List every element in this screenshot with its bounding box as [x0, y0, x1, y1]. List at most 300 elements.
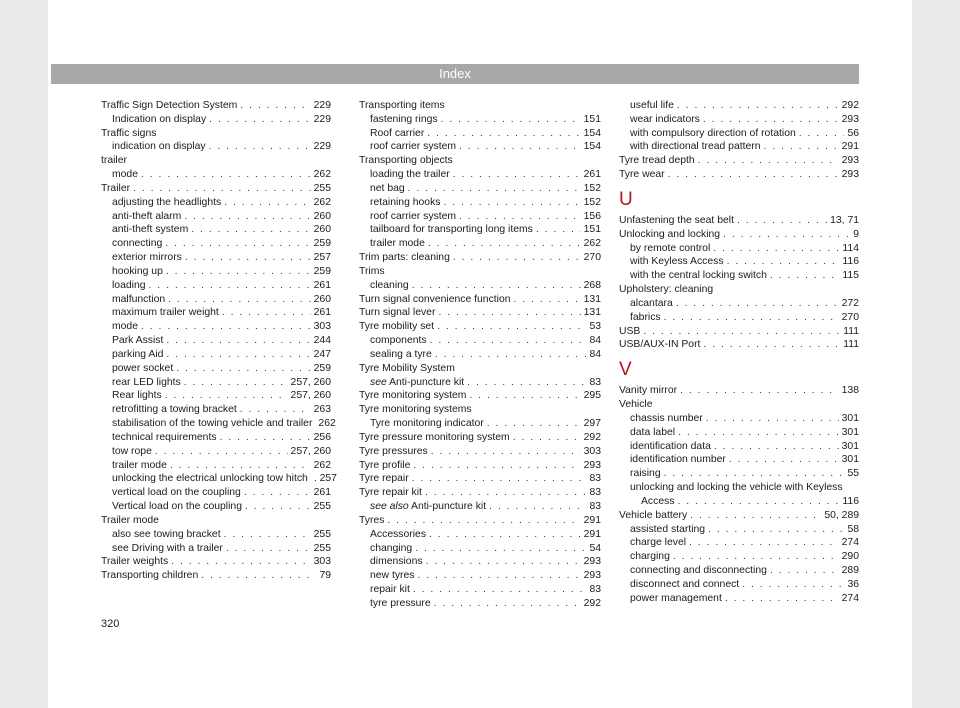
index-entry: [619, 523, 859, 537]
leader-dots: [536, 223, 581, 237]
entry-label: charging: [630, 551, 670, 563]
page-number: 320: [101, 618, 120, 630]
leader-dots: [430, 334, 587, 348]
leader-dots: [226, 542, 311, 556]
entry-label: Tyre profile: [359, 459, 411, 471]
index-entry: [101, 389, 331, 403]
leader-dots: [170, 459, 311, 473]
entry-label: roof carrier system: [370, 210, 457, 222]
entry-page: 244: [313, 335, 331, 347]
index-entry: [359, 251, 601, 265]
entry-label: retaining hooks: [370, 196, 441, 208]
entry-page: 257, 260: [290, 376, 331, 388]
index-entry: [359, 334, 601, 348]
entry-label: charge level: [630, 537, 687, 549]
entry-page: 116: [842, 495, 859, 507]
leader-dots: [191, 223, 310, 237]
index-entry: [619, 495, 859, 509]
index-entry: [359, 417, 601, 431]
index-entry: [359, 306, 601, 320]
index-entry: [619, 338, 859, 352]
entry-label: Trailer weights: [101, 556, 169, 568]
index-entry: [359, 459, 601, 473]
header-title: Index: [439, 66, 471, 81]
leader-dots: [426, 555, 581, 569]
leader-dots: [149, 279, 311, 293]
entry-page: 84: [589, 335, 601, 347]
entry-label: Tyre wear: [619, 169, 665, 181]
leader-dots: [489, 500, 586, 514]
index-entry: [619, 412, 859, 426]
entry-page: 156: [583, 210, 601, 222]
leader-dots: [185, 251, 311, 265]
entry-label: technical requirements: [112, 431, 217, 443]
entry-label: trailer: [101, 155, 127, 167]
index-entry: [101, 514, 331, 528]
leader-dots: [742, 578, 844, 592]
entry-label: unlocking the electrical unlocking tow hitch: [112, 473, 308, 485]
entry-page: 259: [313, 362, 331, 374]
entry-page: 55: [847, 468, 859, 480]
entry-page: 289: [841, 565, 859, 577]
entry-page: 261: [313, 487, 331, 499]
entry-page: 83: [589, 487, 601, 499]
leader-dots: [431, 445, 581, 459]
leader-dots: [240, 99, 310, 113]
index-entry: [619, 467, 859, 481]
index-entry: [619, 550, 859, 564]
entry-label: Tyre pressure monitoring system: [359, 431, 510, 443]
index-entry: [359, 431, 601, 445]
leader-dots: [245, 500, 311, 514]
index-entry: [359, 389, 601, 403]
leader-dots: [698, 154, 839, 168]
entry-page: 111: [843, 325, 859, 337]
see-reference: see also: [370, 501, 409, 513]
leader-dots: [469, 389, 580, 403]
entry-label: with Keyless Access: [630, 256, 724, 268]
index-entry: [619, 398, 859, 412]
entry-label: Tyre monitoring systems: [359, 404, 472, 416]
entry-page: 247: [313, 348, 331, 360]
index-entry: [101, 445, 331, 459]
index-entry: [359, 376, 601, 390]
entry-label: adjusting the headlights: [112, 196, 222, 208]
index-entry: [101, 99, 331, 113]
entry-label: Tyre repair kit: [359, 487, 422, 499]
index-entry: [359, 472, 601, 486]
entry-label: USB: [619, 325, 641, 337]
entry-page: 292: [841, 100, 859, 111]
index-entry: [101, 140, 331, 154]
entry-page: 291: [583, 528, 601, 540]
leader-dots: [141, 320, 311, 334]
entry-label: Unfastening the seat belt: [619, 214, 734, 226]
leader-dots: [224, 196, 310, 210]
index-entry: [101, 348, 331, 362]
entry-page: 262: [583, 238, 601, 250]
index-entry: [101, 223, 331, 237]
leader-dots: [453, 251, 581, 265]
entry-page: 290: [841, 551, 859, 563]
entry-label: power management: [630, 592, 722, 604]
index-entry: [619, 113, 859, 127]
index-entry: [619, 228, 859, 242]
entry-page: 301: [841, 426, 859, 438]
leader-dots: [514, 293, 581, 307]
entry-page: 9: [853, 228, 859, 240]
entry-label: mode: [112, 169, 138, 181]
leader-dots: [220, 431, 311, 445]
entry-label: [370, 500, 486, 514]
index-entry: [619, 127, 859, 141]
entry-label: Transporting objects: [359, 155, 453, 167]
entry-page: 138: [841, 385, 859, 397]
index-entry: [101, 265, 331, 279]
entry-label: raising: [630, 468, 661, 480]
index-entry: [359, 583, 601, 597]
entry-page: 229: [313, 141, 331, 153]
entry-label: Transporting children: [101, 570, 199, 582]
entry-label: Transporting items: [359, 100, 445, 111]
entry-page: 255: [313, 501, 331, 513]
entry-label: vertical load on the coupling: [112, 487, 241, 499]
index-entry: [619, 154, 859, 168]
leader-dots: [168, 293, 311, 307]
leader-dots: [770, 269, 840, 283]
leader-dots: [166, 348, 310, 362]
entry-page: 83: [589, 473, 601, 485]
index-entry: [359, 196, 601, 210]
leader-dots: [438, 306, 580, 320]
entry-label: retrofitting a towing bracket: [112, 404, 237, 416]
entry-page: 255: [313, 528, 331, 540]
entry-label: trailer mode: [370, 238, 425, 250]
entry-page: 261: [313, 307, 331, 319]
entry-label: with directional tread pattern: [630, 141, 761, 153]
leader-dots: [434, 597, 581, 611]
index-column-1: [101, 99, 337, 583]
leader-dots: [678, 495, 840, 509]
index-entry: [619, 564, 859, 578]
index-entry: [359, 569, 601, 583]
entry-label: Unlocking and locking: [619, 228, 721, 240]
entry-label: Vehicle: [619, 399, 653, 411]
entry-page: 131: [583, 307, 601, 319]
leader-dots: [643, 325, 840, 339]
entry-page: 292: [583, 431, 601, 443]
index-entry: [619, 99, 859, 113]
leader-dots: [729, 453, 839, 467]
entry-label: malfunction: [112, 293, 166, 305]
entry-page: 260: [313, 210, 331, 222]
index-entry: [359, 168, 601, 182]
index-entry: [359, 265, 601, 279]
entry-label: Trims: [359, 265, 385, 277]
index-entry: [101, 113, 331, 127]
entry-page: 50, 289: [824, 509, 859, 521]
leader-dots: [441, 113, 581, 127]
index-entry: [359, 140, 601, 154]
leader-dots: [435, 348, 587, 362]
entry-label: Park Assist: [112, 335, 164, 347]
entry-page: 274: [841, 592, 859, 604]
leader-dots: [165, 389, 288, 403]
entry-page: 268: [583, 279, 601, 291]
leader-dots: [184, 210, 310, 224]
entry-page: 152: [583, 196, 601, 208]
entry-label: Tyre monitoring system: [359, 390, 467, 402]
entry-page: 301: [841, 440, 859, 452]
index-entry: [619, 440, 859, 454]
leader-dots: [166, 265, 311, 279]
entry-page: 131: [583, 293, 601, 305]
index-entry: [619, 283, 859, 297]
index-entry: [101, 182, 331, 196]
entry-label: Rear lights: [112, 390, 162, 402]
entry-page: 116: [842, 256, 859, 268]
index-entry: [101, 293, 331, 307]
index-entry: [101, 237, 331, 251]
entry-label: data label: [630, 426, 676, 438]
index-entry: [101, 555, 331, 569]
index-entry: [359, 154, 601, 168]
leader-dots: [408, 182, 581, 196]
leader-dots: [387, 514, 580, 528]
leader-dots: [209, 113, 311, 127]
index-entry: [101, 500, 331, 514]
leader-dots: [413, 459, 580, 473]
index-entry: [359, 500, 601, 514]
entry-page: 293: [841, 113, 859, 125]
entry-label: stabilisation of the towing vehicle and trailer: [112, 418, 313, 430]
entry-label: net bag: [370, 182, 405, 194]
leader-dots: [764, 140, 839, 154]
index-entry: [619, 255, 859, 269]
entry-label: rear LED lights: [112, 376, 181, 388]
entry-label: connecting and disconnecting: [630, 565, 767, 577]
index-entry: [619, 384, 859, 398]
index-entry: [101, 542, 331, 556]
entry-page: 291: [841, 141, 859, 153]
entry-page: 262: [313, 169, 331, 181]
index-entry: [101, 306, 331, 320]
entry-label: exterior mirrors: [112, 252, 182, 264]
entry-page: 255: [313, 542, 331, 554]
entry-label: dimensions: [370, 556, 423, 568]
leader-dots: [714, 440, 839, 454]
entry-label: Traffic Sign Detection System: [101, 100, 238, 111]
index-entry: [101, 431, 331, 445]
index-entry: [619, 578, 859, 592]
entry-label: by remote control: [630, 242, 711, 254]
index-entry: [101, 472, 337, 486]
index-entry: [359, 113, 601, 127]
entry-label: identification data: [630, 440, 711, 452]
index-entry: [359, 293, 601, 307]
leader-dots: [201, 569, 316, 583]
entry-page: 261: [313, 279, 331, 291]
leader-dots: [425, 486, 587, 500]
entry-page: 303: [583, 445, 601, 457]
leader-dots: [680, 384, 839, 398]
entry-page: 229: [313, 113, 331, 125]
index-entry: [619, 325, 859, 339]
leader-dots: [487, 417, 581, 431]
entry-label: also see towing bracket: [112, 528, 221, 540]
entry-page: 293: [583, 556, 601, 568]
leader-dots: [437, 320, 586, 334]
entry-page: 259: [313, 238, 331, 250]
leader-dots: [467, 376, 586, 390]
leader-dots: [713, 242, 839, 256]
leader-dots: [171, 555, 310, 569]
entry-page: 262: [313, 459, 331, 471]
section-letter: V: [619, 359, 632, 381]
index-entry: [619, 453, 859, 467]
index-entry: [619, 536, 859, 550]
entry-label: tow rope: [112, 445, 152, 457]
entry-page: 83: [589, 501, 601, 513]
entry-page: 152: [583, 182, 601, 194]
index-entry: [101, 334, 331, 348]
entry-page: 257, 260: [290, 390, 331, 402]
index-entry: [101, 279, 331, 293]
leader-dots: [209, 140, 311, 154]
entry-label: connecting: [112, 238, 163, 250]
index-entry: [359, 182, 601, 196]
entry-page: 274: [841, 537, 859, 549]
index-entry: [619, 481, 859, 495]
entry-label: loading: [112, 279, 146, 291]
index-entry: [359, 237, 601, 251]
entry-page: 270: [841, 311, 859, 323]
index-entry: [101, 320, 331, 334]
entry-label: fabrics: [630, 311, 661, 323]
leader-dots: [737, 214, 827, 228]
entry-label: fastening rings: [370, 113, 438, 125]
index-entry: [101, 154, 331, 168]
index-column-2: [359, 99, 601, 611]
page-header: [51, 64, 859, 84]
entry-label: Vanity mirror: [619, 385, 678, 397]
leader-dots: [690, 509, 821, 523]
leader-dots: [723, 228, 850, 242]
entry-label: [370, 376, 464, 390]
leader-dots: [412, 279, 581, 293]
entry-label: Tyre Mobility System: [359, 362, 455, 374]
reference-target: Anti-puncture kit: [386, 376, 465, 388]
entry-page: 229: [313, 100, 331, 111]
entry-label: Indication on display: [112, 113, 207, 125]
index-entry: [359, 403, 601, 417]
leader-dots: [428, 237, 581, 251]
leader-dots: [165, 237, 310, 251]
entry-label: Tyre repair: [359, 473, 409, 485]
entry-label: assisted starting: [630, 523, 706, 535]
index-entry: [359, 362, 601, 376]
index-entry: [359, 279, 601, 293]
entry-page: . 257: [313, 473, 337, 485]
entry-page: 293: [841, 155, 859, 167]
entry-label: trailer mode: [112, 459, 167, 471]
entry-page: 263: [313, 404, 331, 416]
leader-dots: [429, 528, 581, 542]
entry-label: Tyre pressures: [359, 445, 428, 457]
entry-label: Upholstery: cleaning: [619, 284, 714, 296]
index-entry: [619, 214, 859, 228]
entry-label: see Driving with a trailer: [112, 542, 223, 554]
index-entry: [101, 196, 331, 210]
index-entry: [101, 376, 331, 390]
index-entry: [619, 168, 859, 182]
entry-page: 257: [313, 252, 331, 264]
entry-page: 292: [583, 597, 601, 609]
entry-label: roof carrier system: [370, 141, 457, 153]
entry-page: 293: [583, 459, 601, 471]
entry-label: new tyres: [370, 570, 415, 582]
entry-label: Trim parts: cleaning: [359, 252, 450, 264]
index-entry: [359, 445, 601, 459]
leader-dots: [703, 113, 839, 127]
leader-dots: [727, 255, 840, 269]
entry-page: 260: [313, 293, 331, 305]
index-entry: [359, 528, 601, 542]
leader-dots: [240, 403, 311, 417]
index-entry: [359, 320, 601, 334]
entry-page: 260: [313, 224, 331, 236]
leader-dots: [459, 210, 581, 224]
reference-target: Anti-puncture kit: [408, 501, 487, 513]
leader-dots: [664, 467, 845, 481]
index-entry: [359, 99, 601, 113]
leader-dots: [155, 445, 288, 459]
index-entry: [101, 569, 331, 583]
section-letter: U: [619, 188, 633, 210]
leader-dots: [412, 472, 587, 486]
entry-page: 54: [589, 542, 601, 554]
index-entry: [359, 348, 601, 362]
entry-page: 114: [842, 242, 859, 254]
entry-page: 293: [583, 570, 601, 582]
entry-page: 262: [313, 196, 331, 208]
leader-dots: [706, 412, 839, 426]
leader-dots: [689, 536, 839, 550]
entry-label: Traffic signs: [101, 127, 157, 139]
leader-dots: [244, 486, 311, 500]
entry-page: 36: [847, 578, 859, 590]
entry-page: 270: [583, 252, 601, 264]
entry-label: Tyre monitoring indicator: [370, 418, 484, 430]
entry-label: hooking up: [112, 265, 163, 277]
entry-label: Trailer mode: [101, 514, 159, 526]
entry-page: 257, 260: [290, 445, 331, 457]
entry-label: tailboard for transporting long items: [370, 224, 533, 236]
leader-dots: [443, 196, 580, 210]
index-entry: [619, 311, 859, 325]
leader-dots: [427, 127, 580, 141]
index-entry: [359, 597, 601, 611]
entry-label: parking Aid: [112, 348, 164, 360]
entry-page: 255: [313, 182, 331, 194]
leader-dots: [453, 168, 581, 182]
entry-page: 291: [583, 514, 601, 526]
entry-label: with the central locking switch: [630, 270, 767, 282]
entry-label: cleaning: [370, 279, 409, 291]
entry-label: Trailer: [101, 182, 131, 194]
entry-label: unlocking and locking the vehicle with Keyless: [630, 482, 843, 494]
leader-dots: [166, 334, 310, 348]
